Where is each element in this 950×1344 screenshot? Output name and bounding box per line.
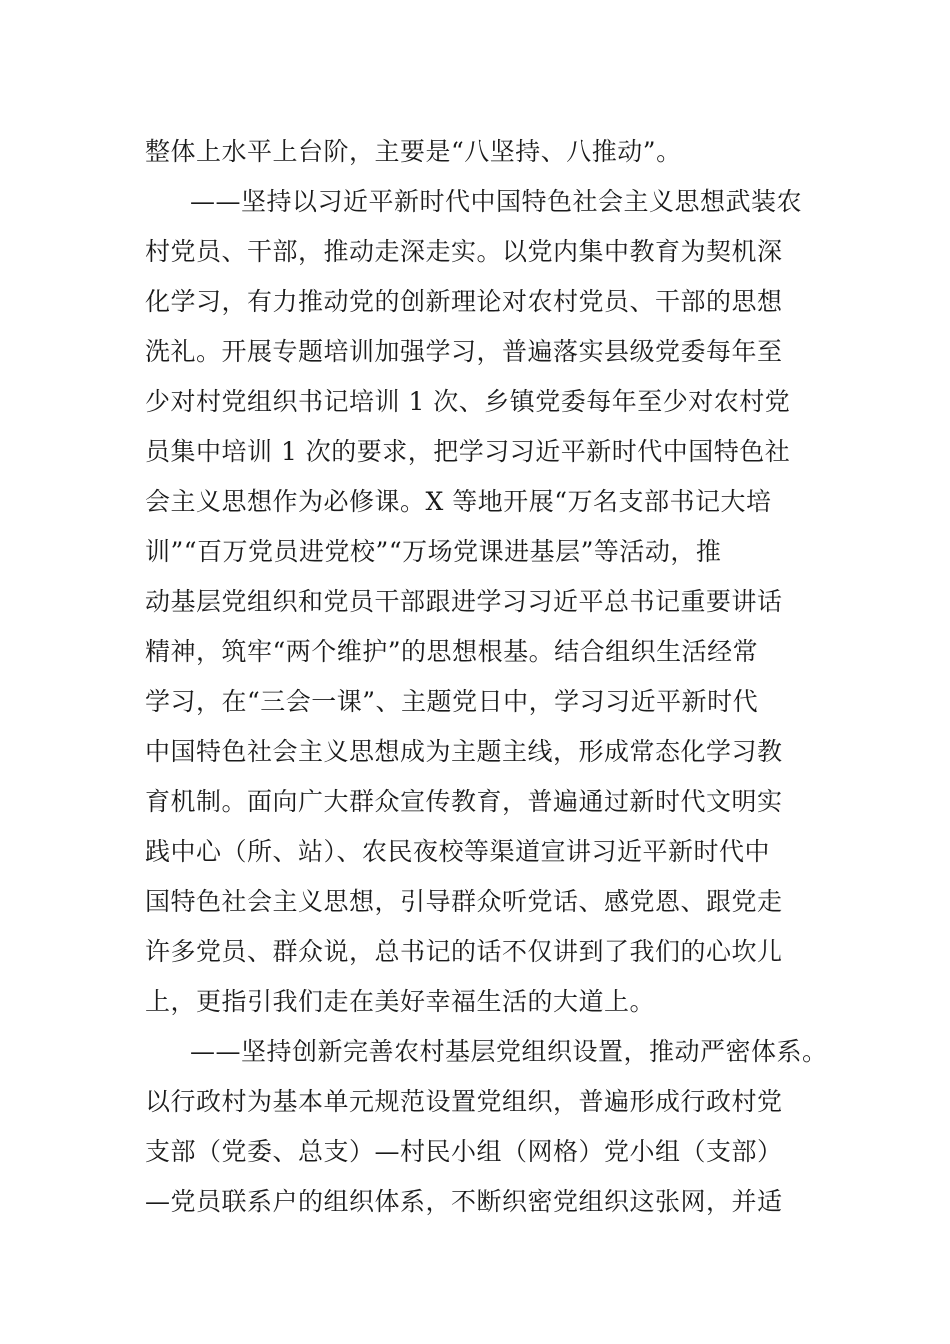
- text-line: 支部（党委、总支）—村民小组（网格）党小组（支部）: [145, 1137, 783, 1166]
- text-line: 洗礼。开展专题培训加强学习，普遍落实县级党委每年至: [145, 337, 783, 366]
- text-line: 上，更指引我们走在美好幸福生活的大道上。: [145, 987, 656, 1016]
- paragraph-start-line: ——坚持创新完善农村基层党组织设置，推动严密体系。: [190, 1037, 828, 1066]
- text-line: 中国特色社会主义思想成为主题主线，形成常态化学习教: [145, 737, 783, 766]
- text-line: 训”“百万党员进党校”“万场党课进基层”等活动，推: [145, 537, 722, 566]
- text-line: —党员联系户的组织体系，不断织密党组织这张网，并适: [145, 1187, 783, 1216]
- paragraph-start-line: ——坚持以习近平新时代中国特色社会主义思想武装农: [190, 187, 803, 216]
- text-line: 动基层党组织和党员干部跟进学习习近平总书记重要讲话: [145, 587, 783, 616]
- text-line: 学习，在“三会一课”、主题党日中，学习习近平新时代: [145, 687, 759, 716]
- text-line: 整体上水平上台阶，主要是“八坚持、八推动”。: [145, 137, 682, 166]
- text-line: 国特色社会主义思想，引导群众听党话、感党恩、跟党走: [145, 887, 783, 916]
- text-line: 践中心（所、站）、农民夜校等渠道宣讲习近平新时代中: [145, 837, 771, 866]
- text-line: 育机制。面向广大群众宣传教育，普遍通过新时代文明实: [145, 787, 783, 816]
- text-line: 会主义思想作为必修课。X 等地开展“万名支部书记大培: [145, 487, 772, 516]
- text-line: 少对村党组织书记培训 1 次、乡镇党委每年至少对农村党: [145, 387, 791, 416]
- text-line: 以行政村为基本单元规范设置党组织，普遍形成行政村党: [145, 1087, 783, 1116]
- text-line: 员集中培训 1 次的要求，把学习习近平新时代中国特色社: [145, 437, 791, 466]
- text-line: 化学习，有力推动党的创新理论对农村党员、干部的思想: [145, 287, 783, 316]
- text-line: 许多党员、群众说，总书记的话不仅讲到了我们的心坎儿: [145, 937, 783, 966]
- text-line: 村党员、干部，推动走深走实。以党内集中教育为契机深: [145, 237, 783, 266]
- text-line: 精神，筑牢“两个维护”的思想根基。结合组织生活经常: [145, 637, 759, 666]
